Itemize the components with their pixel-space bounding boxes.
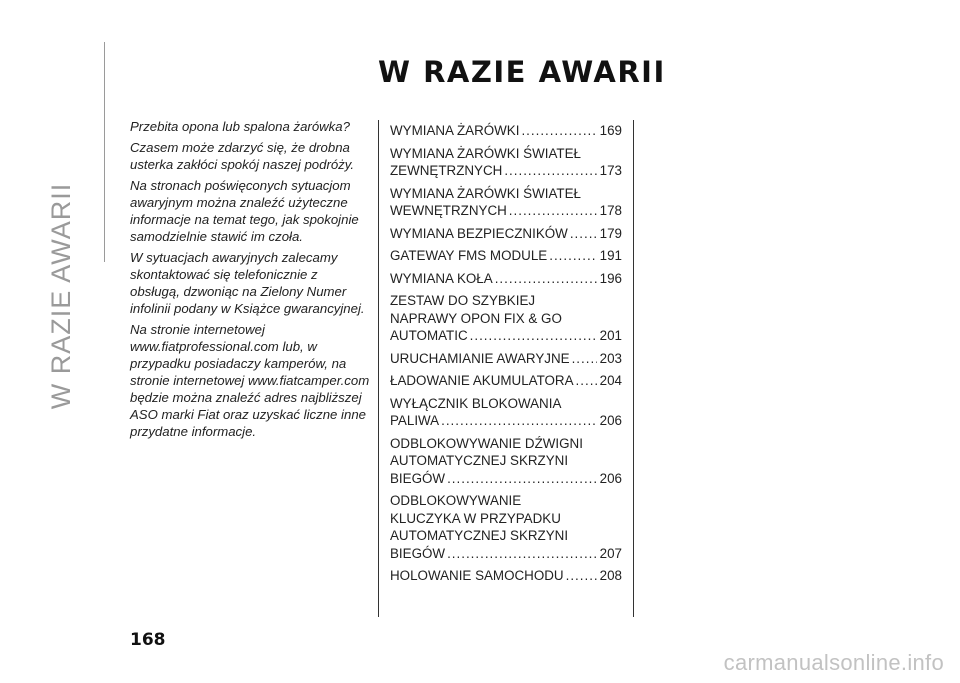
toc-entry-row: [390, 162, 622, 180]
toc-entry-line: ODBLOKOWYWANIE DŹWIGNI: [390, 435, 583, 451]
toc-page-number: 191: [599, 248, 622, 263]
toc-entry-label: PALIWA: [390, 413, 440, 428]
toc-leader-dots: [470, 327, 597, 345]
toc-entry-label: HOLOWANIE SAMOCHODU: [390, 568, 564, 583]
toc-page-number: 206: [599, 470, 622, 486]
toc-leader-dots: [572, 350, 597, 368]
toc-entry-row: [390, 412, 622, 430]
toc-entry-row: [390, 122, 622, 140]
intro-text: [130, 118, 370, 444]
intro-paragraph: W sytuacjach awaryjnych zalecamy skontaktować się telefonicznie z obsługą, dzwoniąc na Zielony Numer infolinii podany w Książce gwarancyjnej.: [130, 250, 365, 316]
toc-leader-dots: [570, 225, 597, 243]
toc-entry[interactable]: [390, 247, 622, 265]
toc-entry-row: [390, 225, 622, 243]
toc-page-number: 173: [599, 163, 622, 178]
toc-entry[interactable]: [390, 270, 622, 288]
toc-entry-label: AUTOMATIC: [390, 328, 468, 343]
toc-entry-label: URUCHAMIANIE AWARYJNE: [390, 350, 570, 366]
toc-leader-dots: [441, 412, 597, 430]
toc-page-number: 203: [599, 350, 622, 366]
toc-page-number: 206: [599, 413, 622, 428]
toc-entry-line: WYMIANA ŻARÓWKI ŚWIATEŁ: [390, 145, 581, 161]
toc-page-number: 169: [599, 123, 622, 138]
toc-page-number: 178: [599, 203, 622, 218]
toc-leader-dots: [447, 470, 597, 488]
toc-page-number: 201: [599, 328, 622, 343]
toc-entry-label: ZEWNĘTRZNYCH: [390, 163, 503, 178]
toc-leader-dots: [521, 122, 596, 140]
toc-entry-label: WYMIANA ŻARÓWKI: [390, 123, 520, 138]
toc-page-number: 204: [599, 373, 622, 388]
toc-entry-row: [390, 545, 622, 563]
toc-entry-line: ODBLOKOWYWANIE: [390, 493, 522, 508]
toc-entry-line: NAPRAWY OPON FIX & GO: [390, 310, 562, 326]
toc-entry-row: [390, 470, 622, 488]
toc-entry-line: ZESTAW DO SZYBKIEJ: [390, 293, 536, 308]
toc-entry-row: [390, 270, 622, 288]
toc-entry-line: AUTOMATYCZNEJ SKRZYNI: [390, 453, 569, 468]
toc-leader-dots: [549, 247, 596, 265]
toc-entry-row: [390, 372, 622, 390]
toc-page-number: 207: [599, 545, 622, 561]
toc-entry-line: AUTOMATYCZNEJ SKRZYNI: [390, 528, 569, 543]
toc-entry-row: [390, 327, 622, 345]
toc-entry[interactable]: [390, 185, 622, 220]
page-number: 168: [130, 630, 166, 650]
toc-page-number: 179: [599, 225, 622, 241]
intro-paragraph: Na stronach poświęconych sytuacjom awaryjnym można znaleźć użyteczne informacje na temat tego, jak spokojnie samodzielnie stawić im czoła.: [130, 178, 359, 244]
toc-entry[interactable]: [390, 145, 622, 180]
toc-entry[interactable]: [390, 395, 622, 430]
toc-entry-row: [390, 247, 622, 265]
toc-page-number: 196: [599, 270, 622, 286]
toc-entry-row: [390, 202, 622, 220]
toc-entry[interactable]: [390, 372, 622, 390]
toc-entry-line: WYŁĄCZNIK BLOKOWANIA: [390, 395, 562, 411]
toc-entry-row: [390, 350, 622, 368]
toc-entry-label: WYMIANA BEZPIECZNIKÓW: [390, 225, 568, 241]
toc-entry-row: [390, 567, 622, 585]
section-divider: [104, 42, 105, 262]
intro-paragraph: Na stronie internetowej www.fiatprofessional.com lub, w przypadku posiadaczy kamperów, na stronie internetowej www.fiatcamper.com będzie można znaleźć adres najbliższej ASO marki Fiat oraz uzyskać liczne inne przydatne informacje.: [130, 322, 370, 439]
table-of-contents: [390, 122, 622, 590]
section-title-vertical: W RAZIE AWARII: [46, 182, 76, 410]
toc-leader-dots: [576, 372, 597, 390]
toc-entry[interactable]: [390, 492, 622, 562]
toc-entry-label: WEWNĘTRZNYCH: [390, 203, 507, 218]
toc-entry-label: ŁADOWANIE AKUMULATORA: [390, 373, 574, 388]
toc-entry[interactable]: [390, 567, 622, 585]
toc-entry-label: GATEWAY FMS MODULE: [390, 248, 548, 263]
toc-leader-dots: [509, 202, 597, 220]
toc-entry-label: BIEGÓW: [390, 470, 446, 486]
toc-leader-dots: [495, 270, 597, 288]
toc-entry-line: WYMIANA ŻARÓWKI ŚWIATEŁ: [390, 185, 581, 201]
intro-paragraph: Przebita opona lub spalona żarówka?: [130, 119, 350, 134]
column-divider-right: [633, 120, 634, 617]
toc-page-number: 208: [599, 568, 622, 583]
toc-entry-line: KLUCZYKA W PRZYPADKU: [390, 510, 561, 526]
toc-entry[interactable]: [390, 225, 622, 243]
toc-entry[interactable]: [390, 350, 622, 368]
page-title: W RAZIE AWARII: [378, 55, 666, 89]
watermark: carmanualsonline.info: [723, 650, 944, 675]
column-divider-left: [378, 120, 379, 617]
toc-entry[interactable]: [390, 435, 622, 488]
toc-entry-label: WYMIANA KOŁA: [390, 270, 493, 286]
toc-leader-dots: [447, 545, 597, 563]
toc-entry[interactable]: [390, 292, 622, 345]
toc-entry-label: BIEGÓW: [390, 545, 446, 561]
toc-leader-dots: [566, 567, 597, 585]
toc-leader-dots: [504, 162, 596, 180]
intro-paragraph: Czasem może zdarzyć się, że drobna usterka zakłóci spokój naszej podróży.: [130, 140, 355, 172]
toc-entry[interactable]: [390, 122, 622, 140]
